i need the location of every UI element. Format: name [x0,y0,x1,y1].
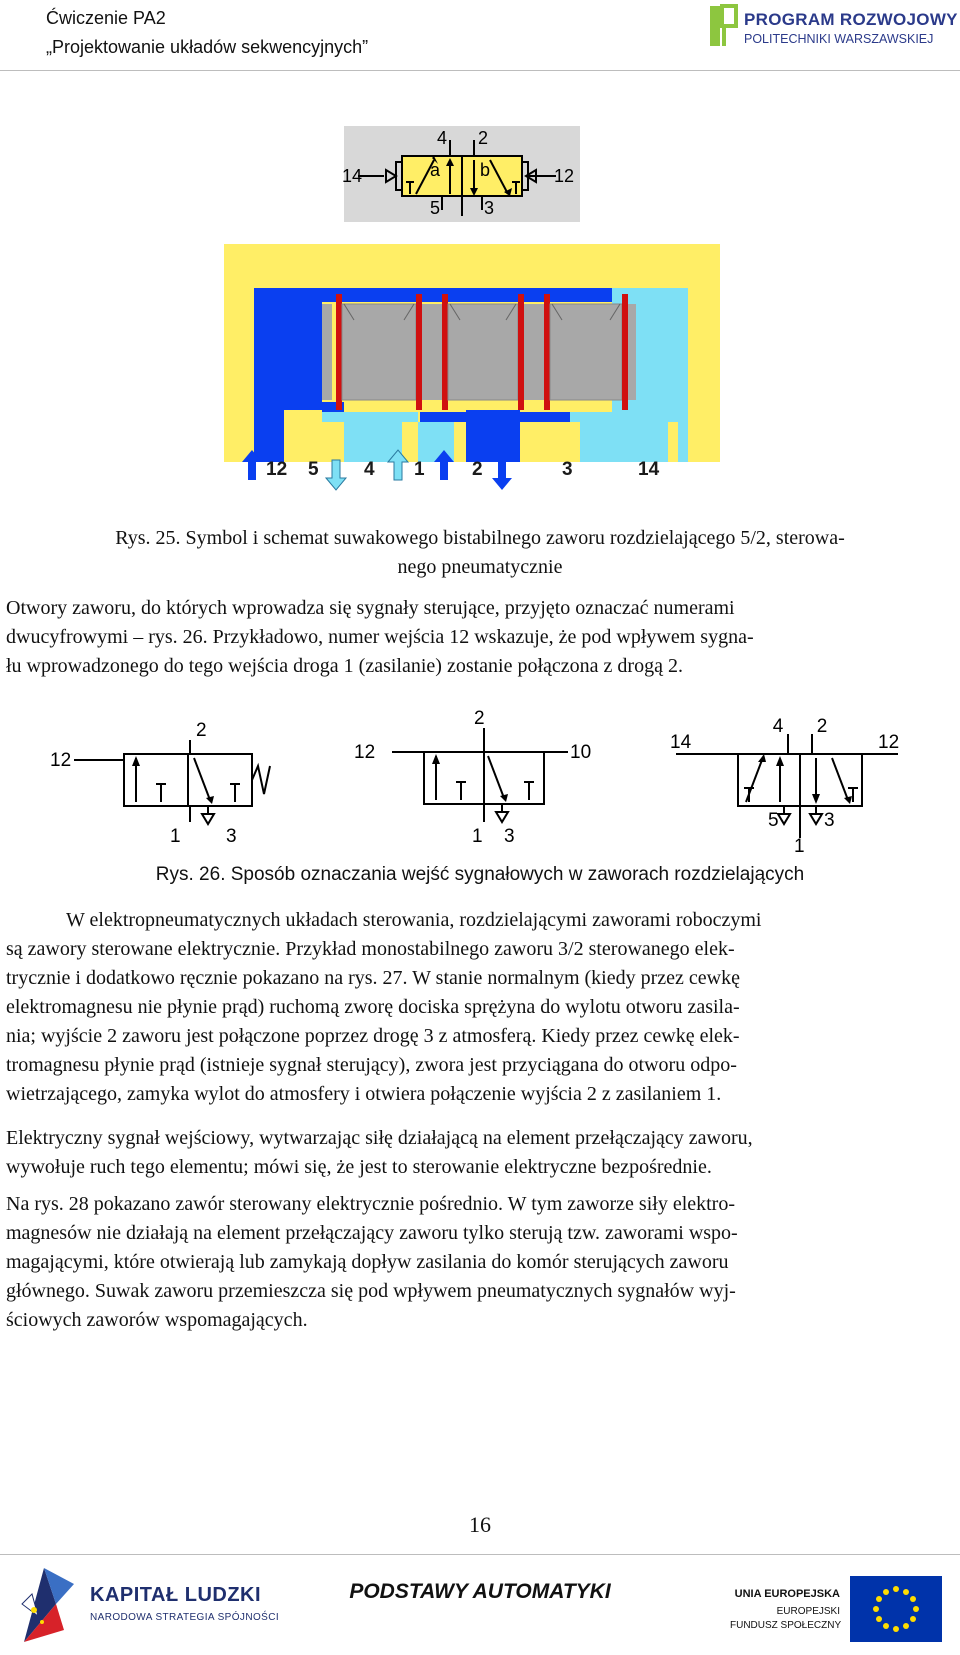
v2-label-1: 1 [472,826,483,847]
para2-line4: elektromagnesu nie płynie prąd) ruchomą zworę dociska sprężyna do wylotu otworu zasila- [6,996,740,1018]
valve-diagram-2 [354,706,604,848]
symbol-label-a: a [430,160,441,180]
v3-label-4: 4 [772,716,784,737]
program-rozwojowy-logo-icon [708,4,740,48]
paragraph-direct-control [6,1124,946,1182]
symbol-label-3: 3 [484,198,495,218]
v2-label-10: 10 [570,742,592,763]
port-label-2: 2 [472,459,483,480]
paragraph-signal-ports [6,594,946,681]
logo-line1: PROGRAM ROZWOJOWY [744,10,958,29]
para1-line3: łu wprowadzonego do tego wejścia droga 1 (zasilanie) zostanie połączona z drogą 2. [6,655,683,677]
v3-label-5: 5 [768,810,779,831]
symbol-label-12: 12 [554,166,575,186]
v1-label-2: 2 [196,720,207,741]
para4-line4: głównego. Suwak zaworu przemieszcza się pod wpływem pneumatycznych sygnałów wyj- [6,1280,736,1302]
port-label-5: 5 [308,459,319,480]
symbol-label-5: 5 [429,198,440,218]
caption-25-line1: Rys. 25. Symbol i schemat suwakowego bistabilnego zaworu rozdzielającego 5/2, sterowa- [115,527,845,549]
v3-label-12: 12 [878,732,900,753]
port-label-4: 4 [364,459,375,480]
figure-25-caption [14,524,946,582]
port-label-3: 3 [562,459,573,480]
valve-diagram-1 [50,718,270,848]
para4-line1: Na rys. 28 pokazano zawór sterowany elektrycznie pośrednio. W tym zaworze siły elektro- [6,1193,736,1215]
para4-line2: magnesów nie działają na element przełączający zaworu tylko sterują tzw. zaworami wspo- [6,1222,738,1244]
kapital-ludzki-subtitle: NARODOWA STRATEGIA SPÓJNOŚCI [90,1612,280,1623]
para4-line3: magającymi, które otwierają lub zamykają dopływ zasilania do komór sterujących zaworu [6,1251,729,1273]
eu-label-2: EUROPEJSKI [776,1606,840,1617]
para3-line1: Elektryczny sygnał wejściowy, wytwarzając siłę działającą na element przełączający zaworu, [6,1127,753,1149]
program-rozwojowy-logo [708,2,960,54]
v1-label-12: 12 [50,750,72,771]
para2-line3: trycznie i dodatkowo ręcznie pokazano na rys. 27. W stanie normalnym (kiedy przez cewkę [6,967,740,989]
valve-diagram-3 [670,714,922,857]
port-label-1: 1 [414,459,425,480]
v2-label-2: 2 [474,708,485,729]
symbol-label-14: 14 [342,166,363,186]
caption-25-line2: nego pneumatycznie [397,556,563,578]
valve-cross-section [224,244,720,498]
header-title [46,4,368,62]
paragraph-electropneumatic [6,906,946,1109]
port-label-12: 12 [266,459,288,480]
header-line1: Ćwiczenie PA2 [46,8,166,28]
symbol-label-2: 2 [478,128,489,148]
port-label-14: 14 [638,459,660,480]
v3-label-1: 1 [794,836,805,857]
para1-line1: Otwory zaworu, do których wprowadza się sygnały sterujące, przyjęto oznaczać numerami [6,597,735,619]
para3-line2: wywołuje ruch tego elementu; mówi się, że jest to sterowanie elektryczne bezpośrednie. [6,1156,712,1178]
kapital-ludzki-title: KAPITAŁ LUDZKI [90,1584,262,1606]
para2-line2: są zawory sterowane elektrycznie. Przykład monostabilnego zaworu 3/2 sterowanego elek- [6,938,735,960]
eu-flag-icon [850,1576,942,1642]
symbol-label-4: 4 [436,128,447,148]
footer-course-title: PODSTAWY AUTOMATYKI [349,1580,611,1603]
v2-label-12: 12 [354,742,376,763]
logo-line2: POLITECHNIKI WARSZAWSKIEJ [744,32,934,46]
valve-symbol-5-2 [344,126,580,222]
v1-label-3: 3 [226,826,237,847]
header-line2: „Projektowanie układów sekwencyjnych” [46,37,369,57]
para1-line2: dwucyfrowymi – rys. 26. Przykładowo, numer wejścia 12 wskazuje, że pod wpływem sygna- [6,626,754,648]
v2-label-3: 3 [504,826,515,847]
v1-label-1: 1 [170,826,181,847]
eu-label-1: UNIA EUROPEJSKA [734,1588,840,1600]
para2-line7: wietrzającego, zamyka wylot do atmosfery i otwiera połączenie wyjścia 2 z zasilaniem 1. [6,1083,722,1105]
para4-line5: ściowych zaworów wspomagających. [6,1309,308,1331]
kapital-ludzki-logo-icon [14,1564,84,1648]
header-divider [0,70,960,71]
para2-line5: nia; wyjście 2 zaworu jest połączone poprzez drogę 3 z atmosferą. Kiedy przez cewkę elek- [6,1025,740,1047]
symbol-label-b: b [480,160,491,180]
para2-line6: tromagnesu płynie prąd (istnieje sygnał sterujący), zwora jest przyciągana do otworu odpo- [6,1054,737,1076]
v3-label-2: 2 [816,716,828,737]
paragraph-indirect-control [6,1190,946,1335]
para2-line1: W elektropneumatycznych układach sterowania, rozdzielającymi zaworami roboczymi [66,909,762,931]
figure-26-caption: Rys. 26. Sposób oznaczania wejść sygnałowych w zaworach rozdzielających [155,864,805,885]
page-number: 16 [469,1512,491,1537]
eu-label-3: FUNDUSZ SPOŁECZNY [730,1620,842,1631]
v3-label-3: 3 [824,810,835,831]
footer-divider [0,1554,960,1555]
v3-label-14: 14 [670,732,692,753]
